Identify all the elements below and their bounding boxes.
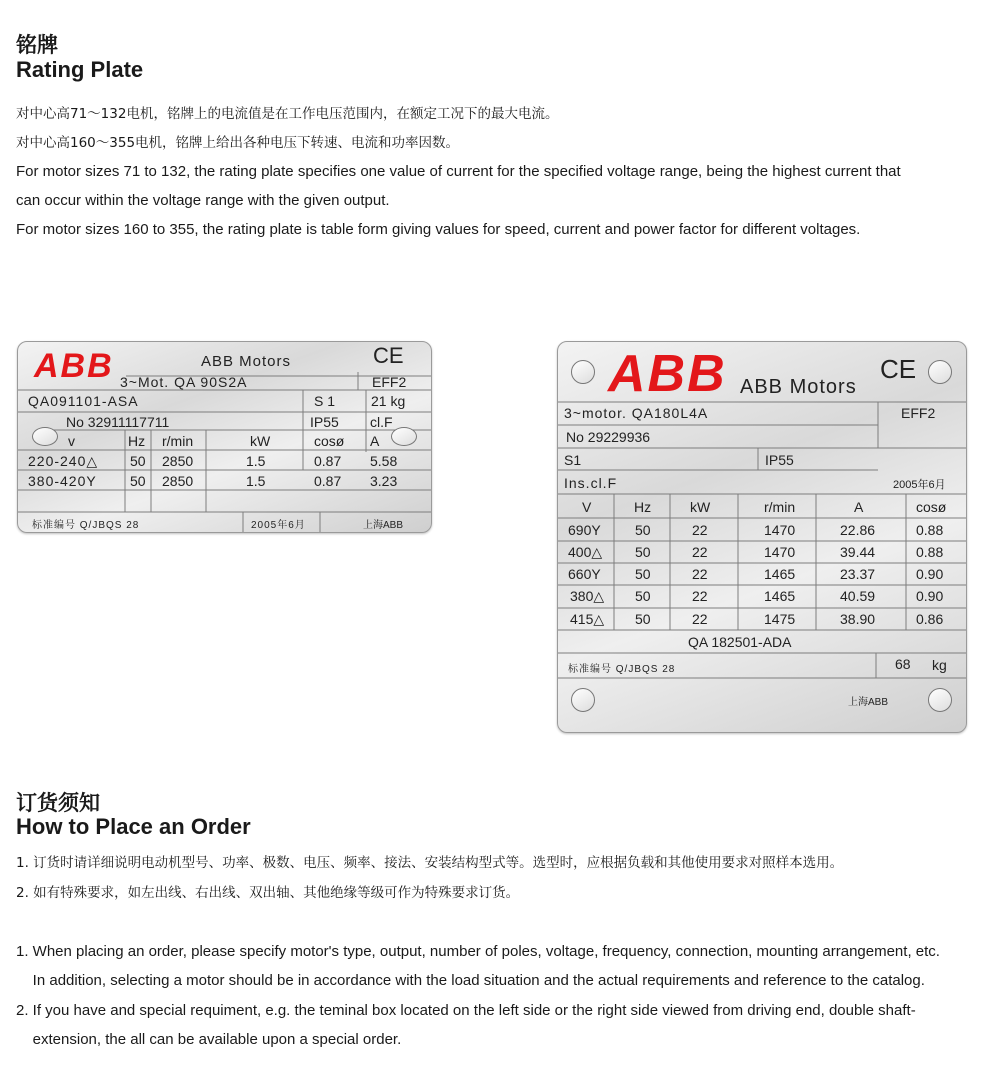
- plate-standard: 标准编号 Q/JBQS 28: [32, 520, 140, 531]
- table-cell: 23.37: [840, 566, 876, 582]
- mounting-hole-icon: [32, 427, 58, 446]
- paragraph: For motor sizes 160 to 355, the rating plate is table form giving values for speed, current and power factor for different voltages.: [16, 221, 861, 238]
- table-cell: 0.86: [916, 611, 944, 627]
- table-cell: 1.5: [246, 473, 266, 489]
- table-cell: 0.87: [314, 453, 342, 469]
- plate-motor-type: 3~motor. QA180L4A: [564, 405, 709, 421]
- paragraph: can occur within the voltage range with the given output.: [16, 192, 390, 209]
- table-cell: 660Y: [568, 566, 601, 582]
- table-cell: 50: [635, 588, 651, 604]
- table-header: Hz: [634, 499, 652, 515]
- table-cell: 2850: [162, 453, 194, 469]
- table-cell: 1470: [764, 522, 796, 538]
- table-header: cosø: [314, 433, 345, 449]
- table-cell: 415△: [570, 611, 605, 627]
- plate-insulation: Ins.cl.F: [564, 475, 618, 491]
- table-cell: 1470: [764, 544, 796, 560]
- plate-standard: 标准编号 Q/JBQS 28: [568, 664, 676, 675]
- table-cell: 0.88: [916, 544, 944, 560]
- plate-protection: IP55: [310, 414, 339, 430]
- table-header: kW: [250, 433, 271, 449]
- plate-protection: IP55: [765, 452, 794, 468]
- table-cell: 1465: [764, 588, 796, 604]
- table-cell: 690Y: [568, 522, 601, 538]
- section-title-cn: 订货须知: [16, 791, 100, 815]
- mounting-hole-icon: [391, 427, 417, 446]
- ce-mark-icon: CE: [880, 354, 917, 384]
- plate-brand: ABB Motors: [201, 353, 292, 370]
- table-cell: 50: [635, 566, 651, 582]
- plate-motor-type: 3~Mot. QA 90S2A: [120, 374, 248, 390]
- table-cell: 38.90: [840, 611, 876, 627]
- table-cell: 1465: [764, 566, 796, 582]
- paragraph: 1. When placing an order, please specify motor's type, output, number of poles, voltage, frequency, connection, mounting arrangement, etc.: [16, 943, 940, 960]
- paragraph: For motor sizes 71 to 132, the rating plate specifies one value of current for the specified voltage range, being the highest current that: [16, 163, 901, 180]
- section-title-cn: 铭牌: [16, 33, 58, 57]
- table-cell: 220-240△: [28, 453, 99, 469]
- plate-date: 2005年6月: [251, 520, 306, 531]
- section-title-en: Rating Plate: [16, 57, 144, 82]
- plate-maker: 上海ABB: [848, 697, 889, 708]
- plate-number: No 32911117711: [66, 414, 170, 430]
- table-cell: 50: [635, 544, 651, 560]
- table-cell: 2850: [162, 473, 194, 489]
- section-title-en: How to Place an Order: [16, 814, 251, 839]
- table-cell: 1475: [764, 611, 796, 627]
- rating-plate-large: [557, 341, 967, 733]
- table-cell: 22: [692, 588, 708, 604]
- table-cell: 3.23: [370, 473, 398, 489]
- table-header: cosø: [916, 499, 947, 515]
- plate-maker: 上海ABB: [363, 520, 404, 531]
- table-cell: 22: [692, 566, 708, 582]
- rating-plate-small: [17, 341, 432, 533]
- table-cell: 5.58: [370, 453, 398, 469]
- plate-weight: 21 kg: [371, 393, 406, 409]
- table-header: A: [370, 433, 380, 449]
- table-header: r/min: [162, 433, 194, 449]
- table-cell: 22: [692, 611, 708, 627]
- plate-weight-value: 68: [895, 656, 911, 672]
- table-header: v: [68, 433, 75, 449]
- plate-duty: S 1: [314, 393, 336, 409]
- mounting-hole-icon: [928, 360, 952, 384]
- table-header: V: [582, 499, 592, 515]
- table-cell: 50: [635, 611, 651, 627]
- paragraph: 2. If you have and special requiment, e.g. the teminal box located on the left side or the right side viewed from driving end, double shaft-: [16, 1002, 916, 1019]
- paragraph: 1. 订货时请详细说明电动机型号、功率、极数、电压、频率、接法、安装结构型式等。选型时，应根据负载和其他使用要求对照样本选用。: [16, 855, 844, 871]
- table-cell: 0.90: [916, 566, 944, 582]
- paragraph: extension, the all can be available upon a special order.: [16, 1031, 402, 1048]
- table-cell: 50: [130, 473, 146, 489]
- table-header: Hz: [128, 433, 146, 449]
- paragraph: In addition, selecting a motor should be in accordance with the load situation and the actual requirements and reference to the catalog.: [16, 972, 925, 989]
- mounting-hole-icon: [928, 688, 952, 712]
- table-header: r/min: [764, 499, 796, 515]
- plate-serial: QA 182501-ADA: [688, 634, 792, 650]
- paragraph: 对中心高71～132电机，铭牌上的电流值是在工作电压范围内，在额定工况下的最大电流。: [16, 106, 559, 122]
- table-cell: 380△: [570, 588, 605, 604]
- table-cell: 50: [130, 453, 146, 469]
- table-cell: 22: [692, 522, 708, 538]
- plate-insulation: cl.F: [370, 414, 393, 430]
- plate-number: No 29229936: [566, 429, 651, 445]
- plate-duty: S1: [564, 452, 582, 468]
- plate-date: 2005年6月: [893, 479, 946, 491]
- plate-efficiency: EFF2: [372, 374, 407, 390]
- plate-weight-unit: kg: [932, 657, 947, 673]
- table-cell: 39.44: [840, 544, 876, 560]
- abb-logo: ABB: [34, 347, 114, 385]
- table-header: kW: [690, 499, 711, 515]
- table-cell: 22.86: [840, 522, 876, 538]
- table-cell: 0.90: [916, 588, 944, 604]
- plate-efficiency: EFF2: [901, 405, 936, 421]
- abb-logo: ABB: [608, 345, 727, 403]
- table-cell: 1.5: [246, 453, 266, 469]
- mounting-hole-icon: [571, 688, 595, 712]
- table-cell: 400△: [568, 544, 603, 560]
- ce-mark-icon: CE: [373, 343, 404, 368]
- table-cell: 50: [635, 522, 651, 538]
- table-cell: 22: [692, 544, 708, 560]
- table-header: A: [854, 499, 864, 515]
- mounting-hole-icon: [571, 360, 595, 384]
- plate-serial: QA091101-ASA: [28, 393, 139, 409]
- table-cell: 40.59: [840, 588, 876, 604]
- paragraph: 2. 如有特殊要求，如左出线、右出线、双出轴、其他绝缘等级可作为特殊要求订货。: [16, 885, 520, 901]
- paragraph: 对中心高160～355电机，铭牌上给出各种电压下转速、电流和功率因数。: [16, 135, 460, 151]
- table-cell: 380-420Y: [28, 473, 97, 489]
- plate-brand: ABB Motors: [740, 376, 857, 398]
- table-cell: 0.88: [916, 522, 944, 538]
- table-cell: 0.87: [314, 473, 342, 489]
